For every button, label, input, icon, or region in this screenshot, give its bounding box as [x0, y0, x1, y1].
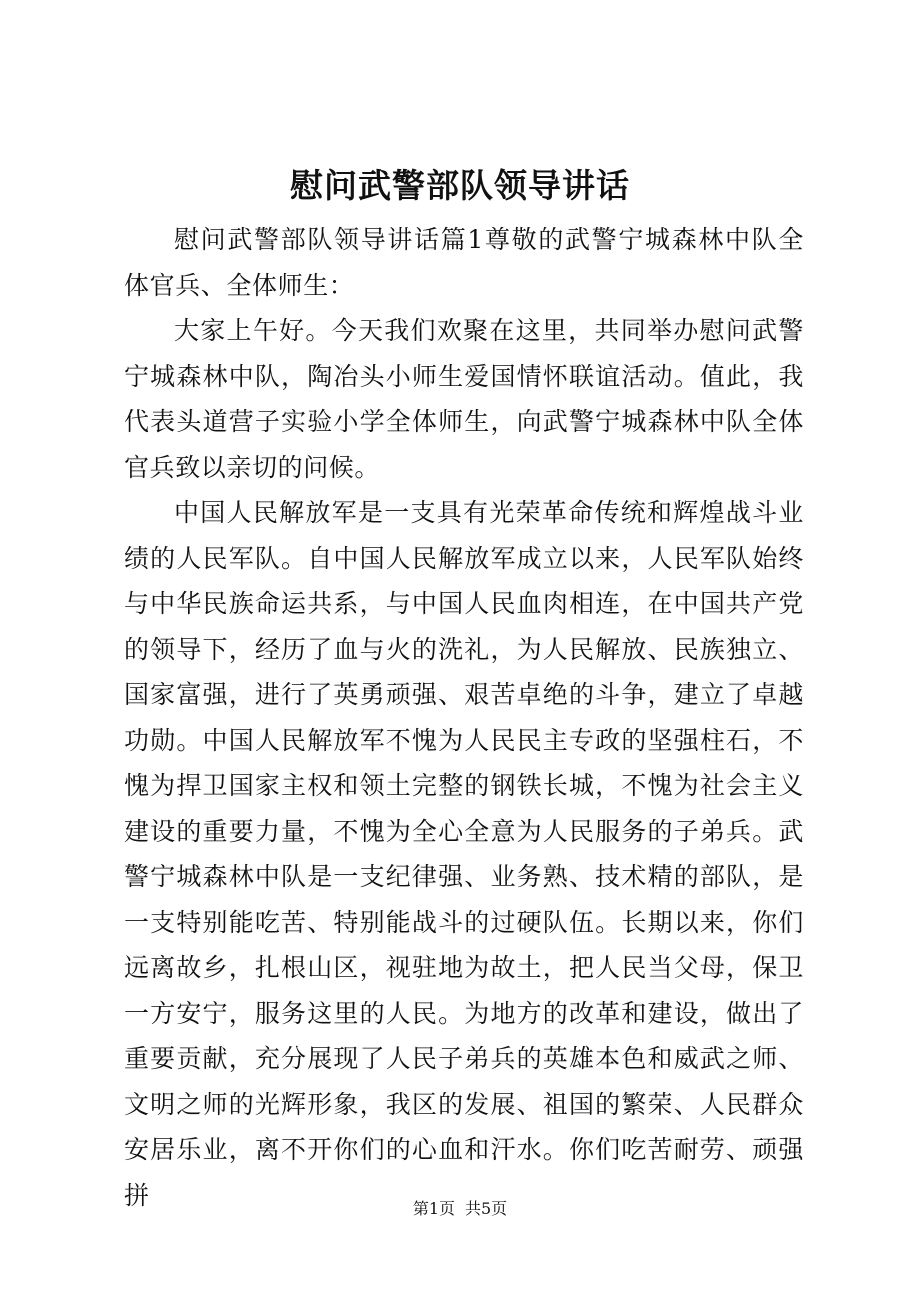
page-count: 共5页	[465, 1199, 508, 1218]
paragraph-1: 慰问武警部队领导讲话篇1尊敬的武警宁城森林中队全体官兵、全体师生：	[124, 225, 804, 300]
document-body	[124, 217, 804, 1218]
page-footer	[0, 1197, 920, 1221]
document-title: 慰问武警部队领导讲话	[290, 166, 630, 205]
paragraph-3: 中国人民解放军是一支具有光荣革命传统和辉煌战斗业绩的人民军队。自中国人民解放军成立以来，人民军队始终与中华民族命运共系，与中国人民血肉相连，在中国共产党的领导下，经历了血与火的洗礼，为人民解放、民族独立、国家富强，进行了英勇顽强、艰苦卓绝的斗争，建立了卓越功勋。中国人民解放军不愧为人民民主专政的坚强柱石，不愧为捍卫国家主权和领土完整的钢铁长城，不愧为社会主义建设的重要力量，不愧为全心全意为人民服务的子弟兵。武警宁城森林中队是一支纪律强、业务熟、技术精的部队，是一支特别能吃苦、特别能战斗的过硬队伍。长期以来，你们远离故乡，扎根山区，视驻地为故土，把人民当父母，保卫一方安宁，服务这里的人民。为地方的改革和建设，做出了重要贡献，充分展现了人民子弟兵的英雄本色和威武之师、文明之师的光辉形象，我区的发展、祖国的繁荣、人民群众安居乐业，离不开你们的心血和汗水。你们吃苦耐劳、顽强拼	[124, 498, 804, 1210]
paragraph-2: 大家上午好。今天我们欢聚在这里，共同举办慰问武警宁城森林中队，陶冶头小师生爱国情怀联谊活动。值此，我代表头道营子实验小学全体师生，向武警宁城森林中队全体官兵致以亲切的问候。	[124, 316, 804, 482]
page-number: 第1页	[412, 1199, 455, 1218]
